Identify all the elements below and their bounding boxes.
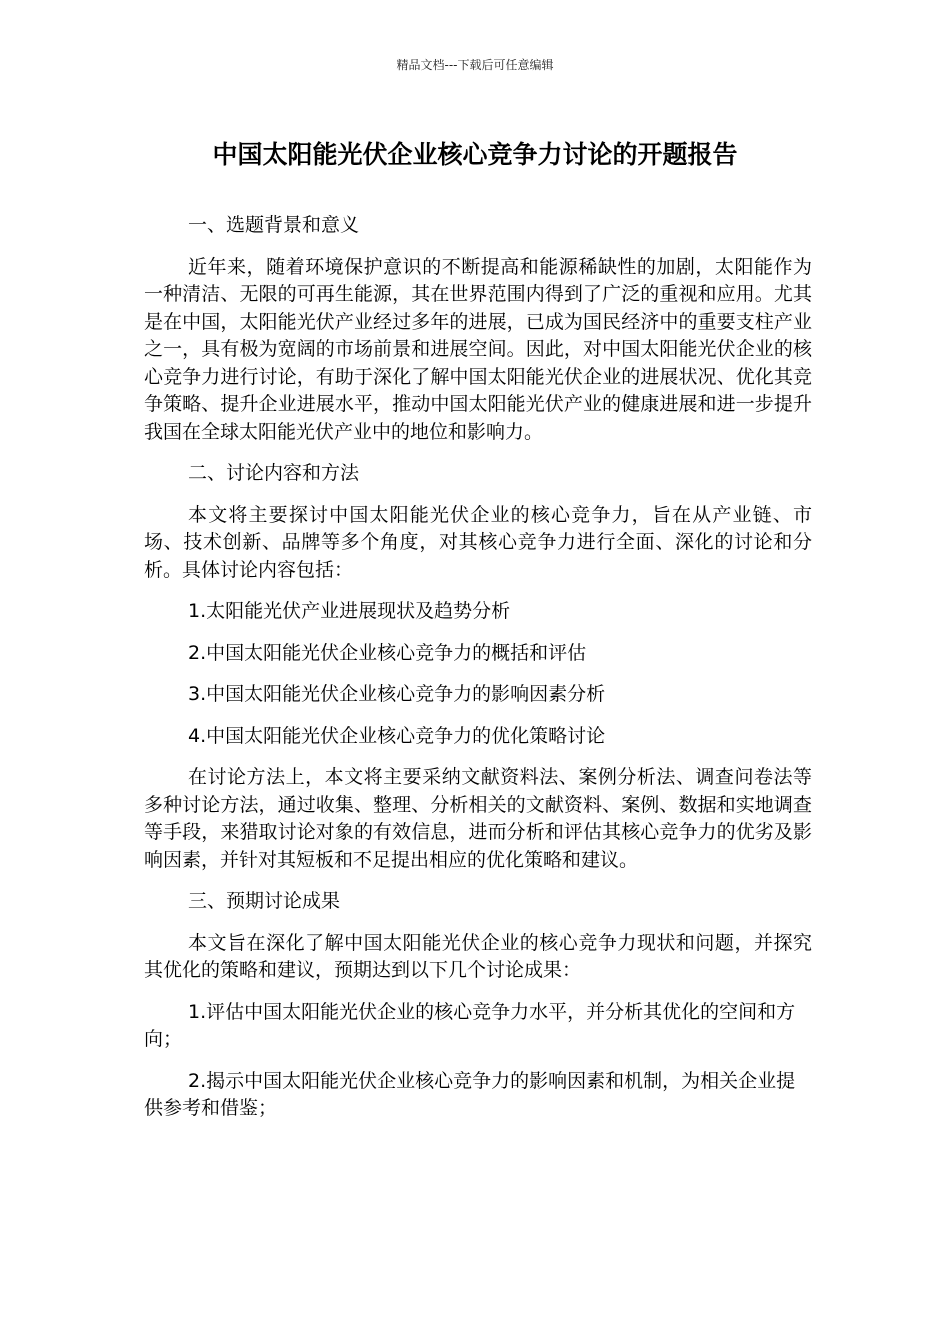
section-2-list-item: 1.太阳能光伏产业进展现状及趋势分析 <box>188 600 511 622</box>
section-2-paragraph-2: 在讨论方法上，本文将主要采纳文献资料法、案例分析法、调查问卷法等多种讨论方法，通过收集、整理、分析相关的文献资料、案例、数据和实地调查等手段，来猎取讨论对象的有效信息，进而分析和评估其核心竞争力的优劣及影响因素，并针对其短板和不足提出相应的优化策略和建议。 <box>144 766 812 871</box>
section-3-list-item: 2.揭示中国太阳能光伏企业核心竞争力的影响因素和机制，为相关企业提供参考和借鉴； <box>144 1069 796 1119</box>
header-note: 精品文档---下载后可任意编辑 <box>396 58 554 72</box>
section-2-list-item: 4.中国太阳能光伏企业核心竞争力的优化策略讨论 <box>188 724 606 747</box>
section-3-list-item: 1.评估中国太阳能光伏企业的核心竞争力水平，并分析其优化的空间和方向； <box>144 1000 796 1050</box>
section-3-heading: 三、预期讨论成果 <box>188 890 341 912</box>
section-2-list-item: 3.中国太阳能光伏企业核心竞争力的影响因素分析 <box>188 683 606 705</box>
section-1-heading: 一、选题背景和意义 <box>188 214 360 236</box>
document-body <box>144 212 812 1137</box>
section-2-list-item: 2.中国太阳能光伏企业核心竞争力的概括和评估 <box>188 641 587 664</box>
section-2-paragraph-1: 本文将主要探讨中国太阳能光伏企业的核心竞争力，旨在从产业链、市场、技术创新、品牌等多个角度，对其核心竞争力进行全面、深化的讨论和分析。具体讨论内容包括： <box>144 503 812 581</box>
section-3-paragraph: 本文旨在深化了解中国太阳能光伏企业的核心竞争力现状和问题，并探究其优化的策略和建议，预期达到以下几个讨论成果： <box>144 931 812 981</box>
document-title: 中国太阳能光伏企业核心竞争力讨论的开题报告 <box>212 140 738 169</box>
section-1-paragraph: 近年来，随着环境保护意识的不断提高和能源稀缺性的加剧，太阳能作为一种清洁、无限的可再生能源，其在世界范围内得到了广泛的重视和应用。尤其是在中国，太阳能光伏产业经过多年的进展，已成为国民经济中的重要支柱产业之一，具有极为宽阔的市场前景和进展空间。因此，对中国太阳能光伏企业的核心竞争力进行讨论，有助于深化了解中国太阳能光伏企业的进展状况、优化其竞争策略、提升企业进展水平，推动中国太阳能光伏产业的健康进展和进一步提升我国在全球太阳能光伏产业中的地位和影响力。 <box>144 255 812 443</box>
section-2-heading: 二、讨论内容和方法 <box>188 462 360 484</box>
